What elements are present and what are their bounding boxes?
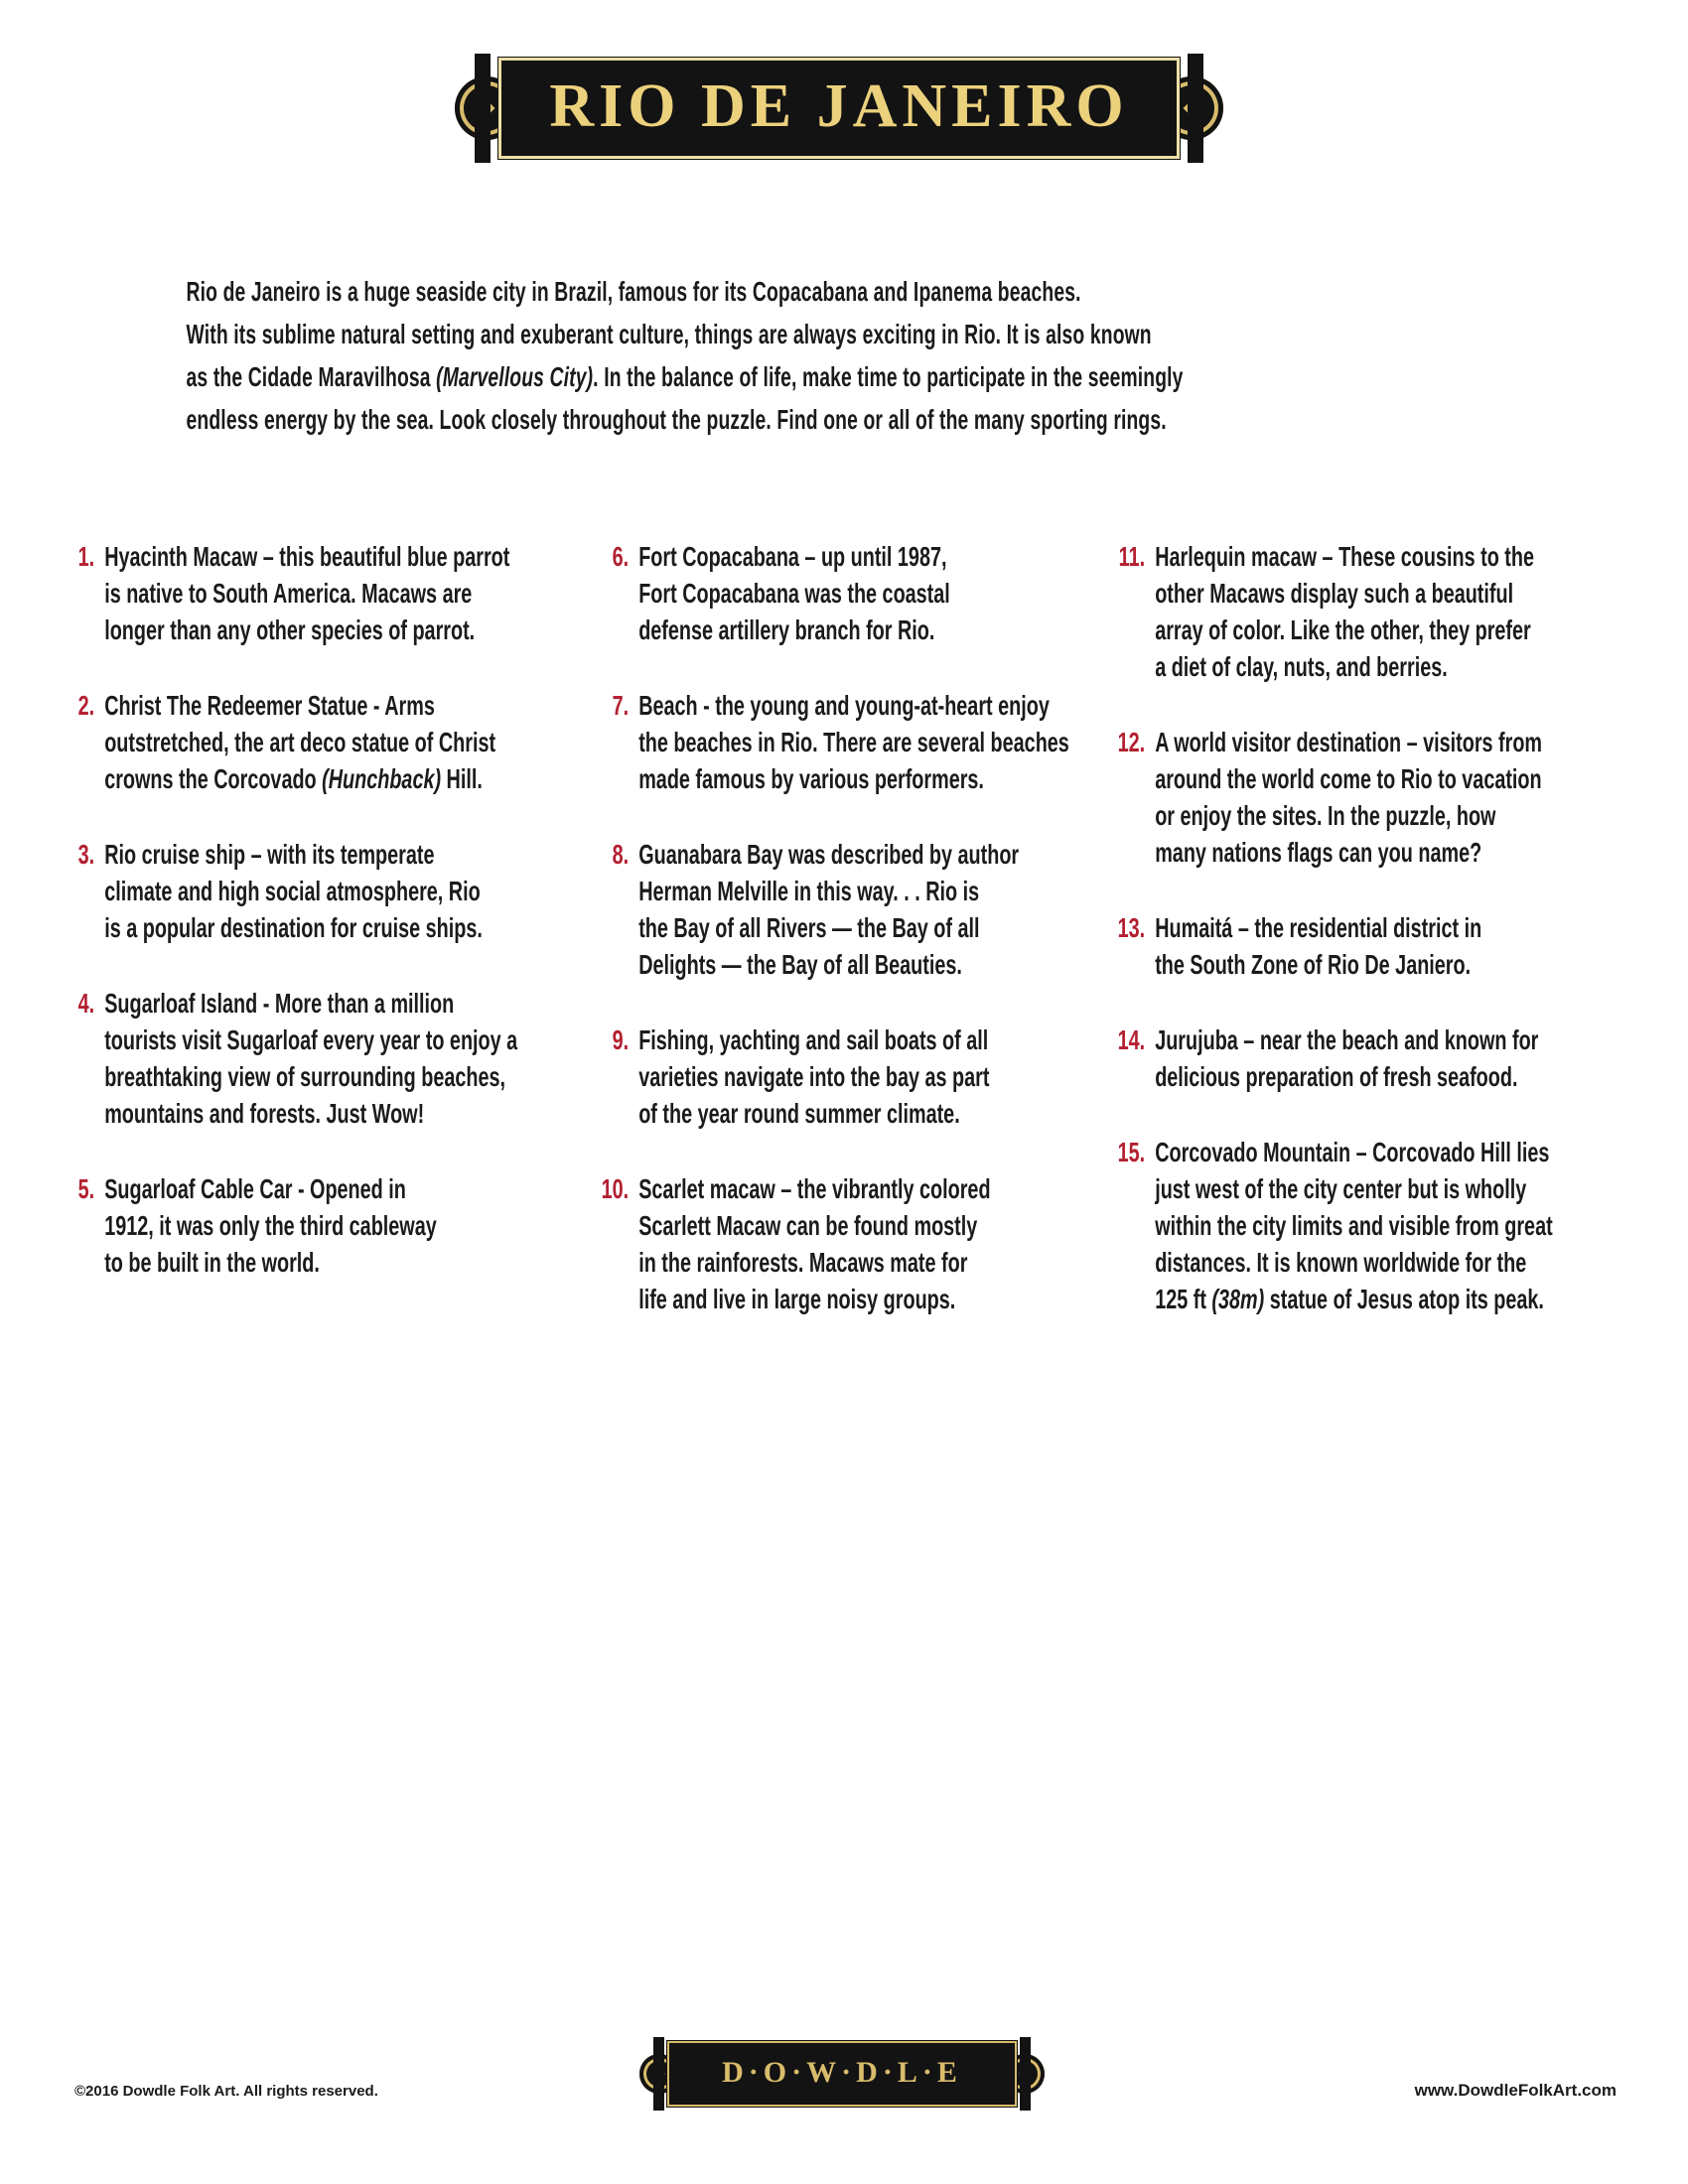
item-text: Jurujuba – near the beach and known for delicious preparation of fresh seafood. xyxy=(1155,1024,1539,1092)
website-url: www.DowdleFolkArt.com xyxy=(1414,2081,1617,2100)
list-column-2 xyxy=(596,538,1069,1356)
item-number: 5. xyxy=(77,1173,95,1204)
logo-text: D·O·W·D·L·E xyxy=(722,2056,962,2089)
item-text: Beach - the young and young-at-heart enjoy the beaches in Rio. There are several beaches made famous by various performers. xyxy=(638,690,1069,794)
list-column-3 xyxy=(1112,538,1570,1356)
list-item xyxy=(62,1170,519,1281)
item-number: 4. xyxy=(77,988,95,1019)
list-item xyxy=(596,1170,1054,1317)
copyright-text: ©2016 Dowdle Folk Art. All rights reserved. xyxy=(74,2083,378,2100)
item-text: Sugarloaf Island - More than a million tourists visit Sugarloaf every year to enjoy a breathtaking view of surrounding beaches, mountains and forests. Just Wow! xyxy=(104,988,518,1129)
item-text: Christ The Redeemer Statue - Arms outstretched, the art deco statue of Christ crowns the Corcovado (Hunchback) Hill. xyxy=(104,690,496,794)
item-text: Corcovado Mountain – Corcovado Hill lies just west of the city center but is wholly within the city limits and visible from great distances. It is known worldwide for the 125 ft (38m) statue of Jesus atop its peak. xyxy=(1155,1137,1553,1314)
item-number: 12. xyxy=(1117,727,1146,757)
page-title: RIO DE JANEIRO xyxy=(549,71,1129,140)
item-number: 6. xyxy=(612,541,630,572)
logo-left-tab xyxy=(653,2037,664,2111)
list-item xyxy=(596,836,1054,983)
logo-right-tab xyxy=(1020,2037,1031,2111)
banner-bar xyxy=(498,58,1180,159)
item-text: Humaitá – the residential district in the South Zone of Rio De Janiero. xyxy=(1155,912,1482,980)
list-item xyxy=(62,836,519,946)
banner-left-tab xyxy=(475,54,491,163)
intro-line: endless energy by the sea. Look closely throughout the puzzle. Find one or all of the many sporting rings. xyxy=(186,404,1167,435)
item-number: 9. xyxy=(612,1024,630,1055)
list-item xyxy=(1112,538,1570,685)
item-number: 8. xyxy=(612,839,630,870)
item-number: 1. xyxy=(77,541,95,572)
intro-line: as the Cidade Maravilhosa (Marvellous City). In the balance of life, make time to participate in the seemingly xyxy=(186,361,1184,392)
dowdle-logo xyxy=(667,2041,1017,2107)
banner-right-tab xyxy=(1188,54,1203,163)
list-column-1 xyxy=(62,538,519,1319)
item-number: 7. xyxy=(612,690,630,721)
item-text: A world visitor destination – visitors from around the world come to Rio to vacation or enjoy the sites. In the puzzle, how many nations flags can you name? xyxy=(1155,727,1543,868)
list-item xyxy=(596,538,1054,648)
item-text: Fishing, yachting and sail boats of all varieties navigate into the bay as part of the year round summer climate. xyxy=(638,1024,990,1129)
item-text: Harlequin macaw – These cousins to the other Macaws display such a beautiful array of color. Like the other, they prefer a diet of clay, nuts, and berries. xyxy=(1155,541,1535,682)
item-text: Hyacinth Macaw – this beautiful blue parrot is native to South America. Macaws are longer than any other species of parrot. xyxy=(104,541,510,645)
item-text: Sugarloaf Cable Car - Opened in 1912, it was only the third cableway to be built in the world. xyxy=(104,1173,437,1278)
title-banner xyxy=(498,58,1180,159)
list-item xyxy=(596,1022,1054,1132)
intro-line: With its sublime natural setting and exuberant culture, things are always exciting in Rio. It is also known xyxy=(186,319,1152,349)
item-number: 2. xyxy=(77,690,95,721)
intro-line: Rio de Janeiro is a huge seaside city in Brazil, famous for its Copacabana and Ipanema beaches. xyxy=(186,276,1081,307)
list-item xyxy=(62,985,519,1132)
list-item xyxy=(596,687,1069,797)
intro-paragraph xyxy=(186,270,1184,441)
logo-bar xyxy=(667,2041,1017,2107)
list-item xyxy=(62,538,519,648)
list-item xyxy=(1112,1022,1570,1095)
list-item xyxy=(1112,724,1570,871)
item-number: 14. xyxy=(1117,1024,1146,1055)
item-number: 10. xyxy=(601,1173,630,1204)
list-item xyxy=(62,687,519,797)
item-text: Scarlet macaw – the vibrantly colored Scarlett Macaw can be found mostly in the rainforests. Macaws mate for life and live in large noisy groups. xyxy=(638,1173,991,1314)
item-number: 13. xyxy=(1117,912,1146,943)
list-item xyxy=(1112,909,1570,983)
list-item xyxy=(1112,1134,1570,1317)
item-number: 3. xyxy=(77,839,95,870)
item-number: 11. xyxy=(1118,541,1146,572)
item-number: 15. xyxy=(1117,1137,1146,1167)
item-text: Guanabara Bay was described by author Herman Melville in this way. . . Rio is the Bay of all Rivers — the Bay of all Delights — the Bay of all Beauties. xyxy=(638,839,1020,980)
item-text: Rio cruise ship – with its temperate climate and high social atmosphere, Rio is a popular destination for cruise ships. xyxy=(104,839,483,943)
item-text: Fort Copacabana – up until 1987, Fort Copacabana was the coastal defense artillery branch for Rio. xyxy=(638,541,950,645)
